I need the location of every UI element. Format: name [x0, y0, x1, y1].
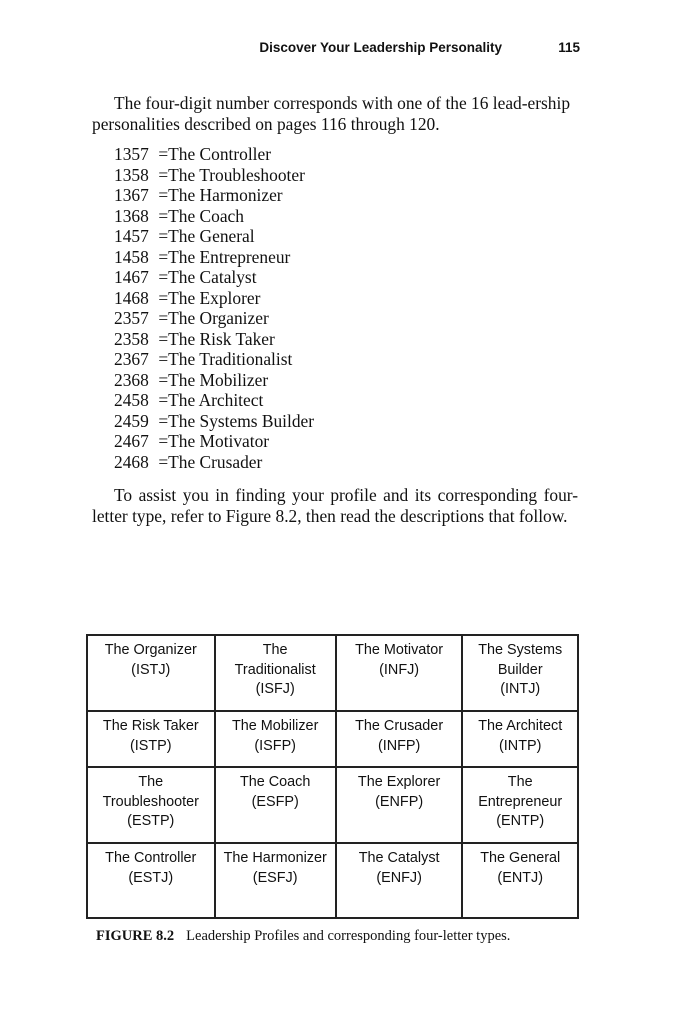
list-item: 1458 =The Entrepreneur: [114, 246, 291, 267]
personality-code: 1457: [114, 226, 149, 246]
profile-type: (INTP): [499, 737, 542, 754]
list-item: 2368 =The Mobilizer: [114, 369, 269, 390]
profile-type: (ISTP): [129, 737, 172, 754]
personality-name: The Crusader: [168, 451, 263, 472]
personality-name: The Troubleshooter: [168, 164, 305, 185]
intro-paragraph-text: The four-digit number corresponds with one of the 16 lead-ership personalities described on pages 116 through 120.: [92, 93, 571, 134]
list-item: 2459 =The Systems Builder: [114, 410, 315, 431]
list-item: 2458 =The Architect: [114, 390, 264, 410]
profile-name: The Coach: [239, 774, 311, 790]
profile-type: (ISFP): [254, 737, 296, 754]
profile-type: (ISTJ): [131, 661, 171, 678]
personality-name: The Systems Builder: [168, 410, 315, 431]
list-item: 2358 =The Risk Taker: [114, 328, 275, 349]
profile-cell: [87, 767, 215, 843]
list-item: 2367 =The Traditionalist: [114, 349, 293, 369]
personality-code: 2358: [114, 328, 149, 349]
personality-code: 2357: [114, 308, 149, 328]
profile-type: (ENTJ): [497, 869, 543, 886]
personality-code: 2368: [114, 369, 149, 390]
profile-cell: [215, 843, 336, 918]
profile-type: (ENFJ): [376, 869, 422, 886]
profile-name: The Catalyst: [358, 850, 440, 866]
personality-name: The Risk Taker: [168, 328, 275, 349]
personality-code: 2459: [114, 410, 149, 431]
profile-name: The Risk Taker: [102, 718, 199, 734]
list-item: 1358 =The Troubleshooter: [114, 164, 305, 185]
profile-name: The Troubleshooter: [102, 774, 199, 810]
profile-type: (INFJ): [379, 661, 420, 678]
figure-caption-label: FIGURE 8.2: [96, 928, 175, 944]
personality-name: The Catalyst: [168, 267, 257, 287]
profile-name: The Entrepreneur: [478, 774, 563, 810]
assist-paragraph-text: To assist you in finding your profile and its corresponding four-letter type, refer to Figure 8.2, then read the descriptions that follow.: [92, 485, 578, 526]
profile-name: The Mobilizer: [231, 718, 319, 734]
table-row: [87, 711, 578, 767]
profile-cell: [336, 711, 463, 767]
list-item: 2357 =The Organizer: [114, 308, 269, 328]
profile-name: The Motivator: [355, 642, 444, 658]
list-item: 2467 =The Motivator: [114, 431, 270, 451]
list-item: 1467 =The Catalyst: [114, 267, 257, 287]
profile-type: (ESTP): [127, 813, 175, 829]
running-header: [86, 40, 580, 60]
list-item: 1367 =The Harmonizer: [114, 185, 283, 205]
profile-cell: [87, 635, 215, 711]
profile-cell: [336, 767, 463, 843]
personality-name: The Explorer: [168, 287, 261, 308]
profile-type: (INFP): [377, 737, 421, 754]
profile-cell: [336, 843, 463, 918]
personality-name: The Mobilizer: [168, 369, 269, 390]
personality-code: 1368: [114, 205, 149, 226]
profile-cell: [336, 635, 463, 711]
personality-name: The Controller: [168, 144, 272, 164]
list-item: 2468 =The Crusader: [114, 451, 263, 472]
profile-cell: [462, 711, 578, 767]
profile-type: (ESFP): [251, 793, 299, 810]
personality-code: 1358: [114, 164, 149, 185]
profile-name: The Organizer: [104, 642, 197, 658]
list-item: 1357 =The Controller: [114, 144, 272, 164]
profile-cell: [462, 635, 578, 711]
personality-code: 2458: [114, 390, 149, 410]
profile-type: (ESTJ): [128, 869, 174, 886]
profile-name: The Explorer: [357, 774, 441, 790]
profile-cell: [462, 843, 578, 918]
personality-code: 2468: [114, 451, 149, 472]
leadership-profiles-figure: [86, 634, 579, 919]
personality-code: 1467: [114, 267, 149, 287]
personality-code-list: [114, 144, 314, 472]
personality-name: The General: [168, 226, 255, 246]
list-item: 1368 =The Coach: [114, 205, 244, 226]
personality-code: 1357: [114, 144, 149, 164]
personality-code: 1458: [114, 246, 149, 267]
list-item: 1468 =The Explorer: [114, 287, 261, 308]
profile-name: The Controller: [105, 850, 197, 866]
profile-cell: [215, 635, 336, 711]
profile-cell: [462, 767, 578, 843]
profile-name: The Harmonizer: [223, 850, 327, 866]
table-row: [87, 635, 578, 711]
personality-name: The Coach: [168, 205, 244, 226]
personality-code: 1367: [114, 185, 149, 205]
profile-cell: [87, 843, 215, 918]
personality-name: The Entrepreneur: [168, 246, 291, 267]
personality-name: The Motivator: [168, 431, 270, 451]
personality-code: 1468: [114, 287, 149, 308]
profile-name: The Systems Builder: [478, 642, 563, 678]
profile-type: (ISFJ): [255, 681, 295, 697]
personality-name: The Traditionalist: [168, 349, 293, 369]
profile-cell: [215, 767, 336, 843]
assist-paragraph: [92, 485, 578, 527]
profile-type: (INTJ): [500, 681, 541, 697]
profile-type: (ENFP): [375, 793, 424, 810]
table-row: [87, 843, 578, 918]
profile-cell: [87, 711, 215, 767]
profile-name: The General: [480, 850, 561, 866]
page-number: 115: [558, 40, 580, 55]
personality-name: The Organizer: [168, 308, 269, 328]
profile-type: (ESFJ): [252, 869, 298, 886]
personality-code: 2367: [114, 349, 149, 369]
profile-name: The Architect: [478, 718, 563, 734]
profile-type: (ENTP): [496, 813, 545, 829]
list-item: 1457 =The General: [114, 226, 255, 246]
profile-cell: [215, 711, 336, 767]
running-header-title: Discover Your Leadership Personality: [259, 40, 502, 55]
figure-caption-text: Leadership Profiles and corresponding four-letter types.: [186, 928, 511, 944]
figure-caption: [96, 928, 510, 945]
intro-paragraph: [92, 93, 578, 135]
personality-code: 2467: [114, 431, 149, 451]
personality-name: The Harmonizer: [168, 185, 283, 205]
profile-name: The Crusader: [355, 718, 444, 734]
profile-name: The Traditionalist: [234, 642, 316, 678]
table-row: [87, 767, 578, 843]
personality-name: The Architect: [168, 390, 264, 410]
